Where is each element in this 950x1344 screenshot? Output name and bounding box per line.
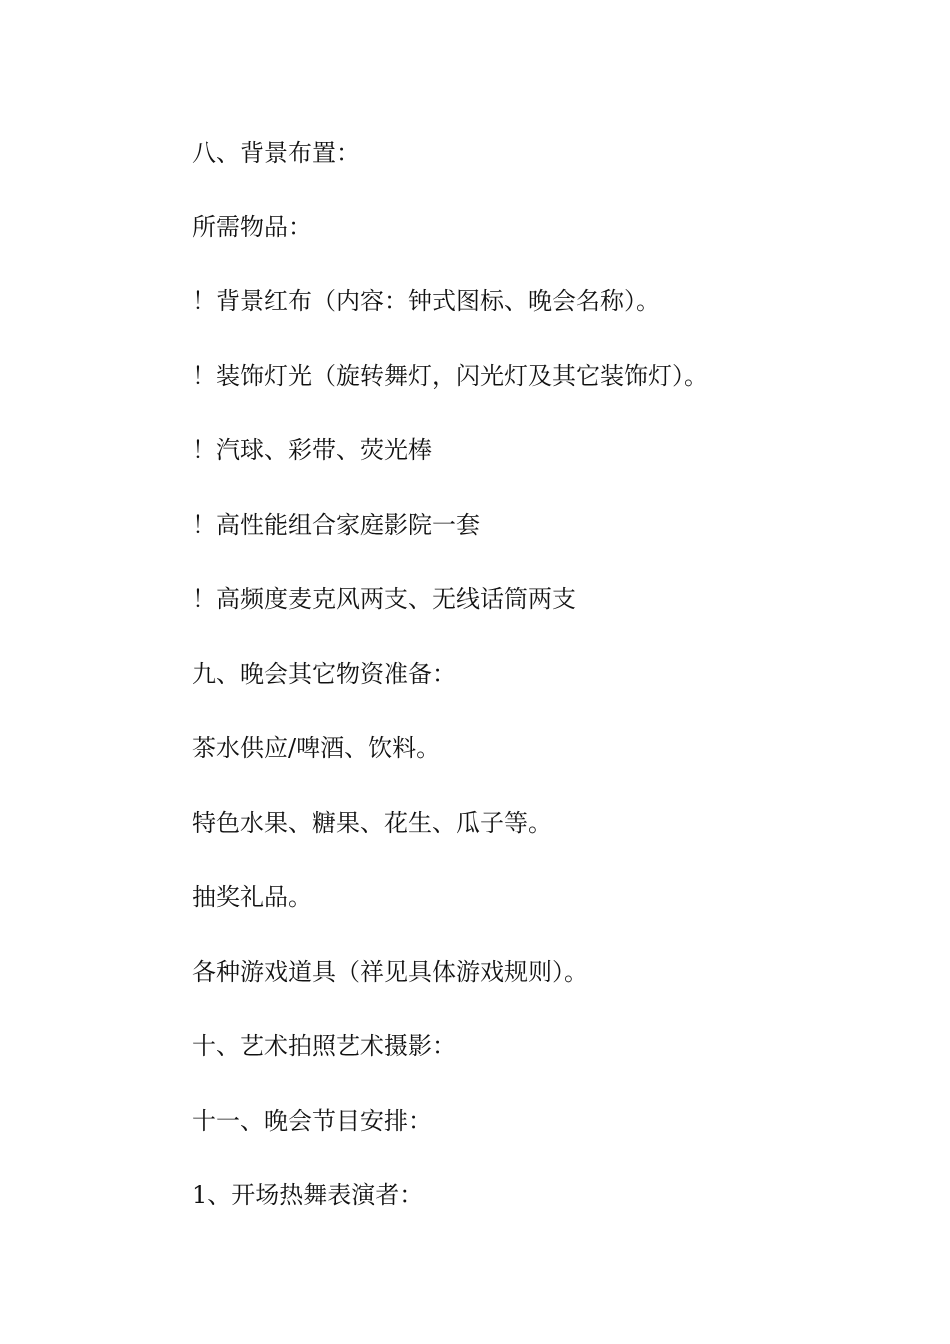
list-item: ！高性能组合家庭影院一套 <box>192 511 480 539</box>
list-item: ！背景红布（内容：钟式图标、晚会名称）。 <box>192 287 660 315</box>
program-item: 1、开场热舞表演者： <box>192 1181 424 1209</box>
list-item: ！高频度麦克风两支、无线话筒两支 <box>192 585 576 613</box>
paragraph: 抽奖礼品。 <box>192 883 312 911</box>
list-item: ！装饰灯光（旋转舞灯，闪光灯及其它装饰灯）。 <box>192 362 708 390</box>
section-heading-program: 十一、晚会节目安排： <box>192 1107 432 1135</box>
paragraph: 茶水供应/啤酒、饮料。 <box>192 734 441 762</box>
list-item: ！汽球、彩带、荧光棒 <box>192 436 432 464</box>
paragraph: 特色水果、糖果、花生、瓜子等。 <box>192 809 552 837</box>
section-heading-background: 八、背景布置： <box>192 139 360 167</box>
section-heading-photography: 十、艺术拍照艺术摄影： <box>192 1032 456 1060</box>
section-heading-supplies: 九、晚会其它物资准备： <box>192 660 456 688</box>
paragraph: 各种游戏道具（祥见具体游戏规则）。 <box>192 958 588 986</box>
subheading-required-items: 所需物品： <box>192 213 312 241</box>
